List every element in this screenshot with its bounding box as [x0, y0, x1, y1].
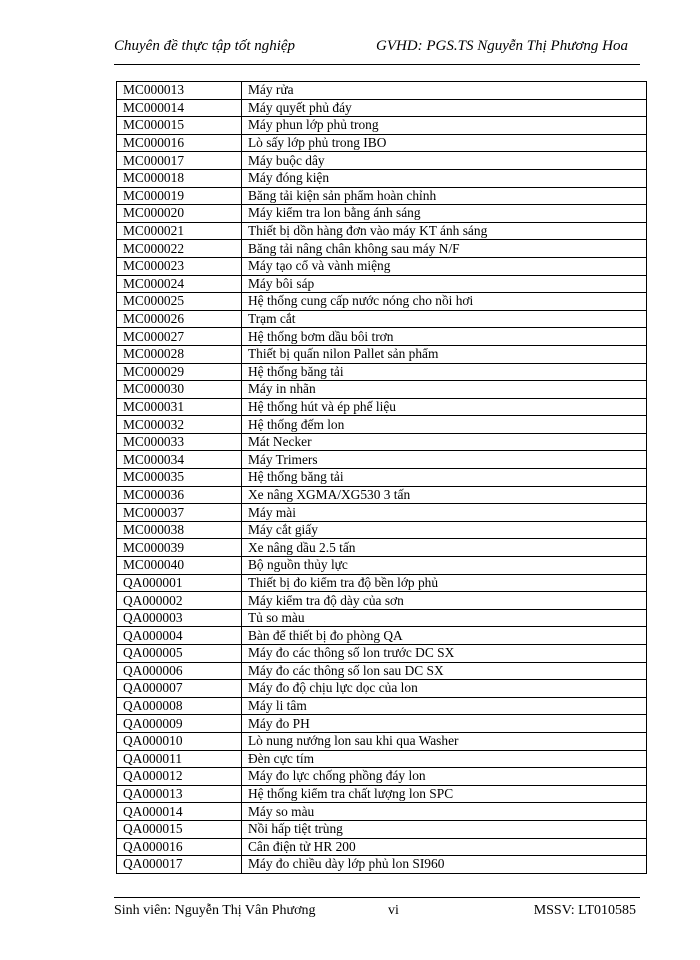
equipment-code: MC000037 — [117, 504, 242, 522]
equipment-code: MC000014 — [117, 99, 242, 117]
equipment-code: MC000022 — [117, 240, 242, 258]
equipment-code: MC000029 — [117, 363, 242, 381]
equipment-code: MC000030 — [117, 381, 242, 399]
table-row — [117, 662, 647, 680]
table-row — [117, 803, 647, 821]
equipment-code: QA000017 — [117, 856, 242, 874]
equipment-name: Máy phun lớp phủ trong — [242, 117, 647, 135]
table-row — [117, 486, 647, 504]
equipment-code: MC000025 — [117, 293, 242, 311]
table-row — [117, 152, 647, 170]
equipment-name: Hệ thống bơm dầu bôi trơn — [242, 328, 647, 346]
equipment-code: MC000028 — [117, 345, 242, 363]
advisor-name: GVHD: PGS.TS Nguyễn Thị Phương Hoa — [375, 38, 628, 54]
equipment-code: QA000016 — [117, 838, 242, 856]
equipment-name: Cân điện tử HR 200 — [242, 838, 647, 856]
table-row — [117, 363, 647, 381]
equipment-code: MC000018 — [117, 169, 242, 187]
equipment-code: MC000032 — [117, 416, 242, 434]
equipment-code: QA000014 — [117, 803, 242, 821]
equipment-name: Máy quyết phủ đáy — [242, 99, 647, 117]
equipment-name: Xe nâng XGMA/XG530 3 tấn — [242, 486, 647, 504]
equipment-name: Bàn để thiết bị đo phòng QA — [242, 627, 647, 645]
equipment-code: QA000002 — [117, 592, 242, 610]
equipment-code: QA000012 — [117, 768, 242, 786]
table-row — [117, 838, 647, 856]
table-row — [117, 257, 647, 275]
table-row — [117, 416, 647, 434]
table-row — [117, 134, 647, 152]
document-title: Chuyên đề thực tập tốt nghiệp — [114, 38, 296, 54]
equipment-name: Hệ thống kiểm tra chất lượng lon SPC — [242, 785, 647, 803]
equipment-name: Máy rửa — [242, 82, 647, 100]
table-row — [117, 205, 647, 223]
table-row — [117, 169, 647, 187]
equipment-name: Máy buộc dây — [242, 152, 647, 170]
table-row — [117, 345, 647, 363]
table-row — [117, 574, 647, 592]
equipment-name: Máy kiểm tra lon bằng ánh sáng — [242, 205, 647, 223]
student-id: MSSV: LT010585 — [533, 903, 636, 918]
equipment-code: MC000019 — [117, 187, 242, 205]
table-row — [117, 310, 647, 328]
table-row — [117, 117, 647, 135]
equipment-code: MC000036 — [117, 486, 242, 504]
table-row — [117, 82, 647, 100]
equipment-name: Máy in nhãn — [242, 381, 647, 399]
equipment-name: Thiết bị dồn hàng đơn vào máy KT ánh sáng — [242, 222, 647, 240]
equipment-name: Bộ nguồn thủy lực — [242, 557, 647, 575]
equipment-name: Lò nung nướng lon sau khi qua Washer — [242, 732, 647, 750]
equipment-name: Máy bôi sáp — [242, 275, 647, 293]
equipment-code: MC000035 — [117, 469, 242, 487]
table-row — [117, 99, 647, 117]
table-row — [117, 328, 647, 346]
page-footer — [114, 903, 640, 923]
equipment-code: MC000020 — [117, 205, 242, 223]
header-divider — [114, 64, 640, 65]
equipment-code: MC000015 — [117, 117, 242, 135]
table-row — [117, 504, 647, 522]
equipment-code: QA000003 — [117, 609, 242, 627]
table-row — [117, 539, 647, 557]
table-row — [117, 521, 647, 539]
equipment-name: Hệ thống cung cấp nước nóng cho nồi hơi — [242, 293, 647, 311]
equipment-code: MC000023 — [117, 257, 242, 275]
equipment-code: MC000031 — [117, 398, 242, 416]
page-number: vi — [388, 903, 399, 918]
equipment-code: QA000008 — [117, 697, 242, 715]
equipment-name: Máy đo các thông số lon trước DC SX — [242, 645, 647, 663]
equipment-code: MC000024 — [117, 275, 242, 293]
equipment-name: Máy Trimers — [242, 451, 647, 469]
equipment-code: QA000013 — [117, 785, 242, 803]
equipment-name: Máy mài — [242, 504, 647, 522]
equipment-name: Hệ thống băng tải — [242, 363, 647, 381]
equipment-name: Máy đo chiều dày lớp phủ lon SI960 — [242, 856, 647, 874]
equipment-name: Lò sấy lớp phủ trong IBO — [242, 134, 647, 152]
equipment-code: MC000033 — [117, 433, 242, 451]
equipment-name: Trạm cắt — [242, 310, 647, 328]
equipment-name: Tủ so màu — [242, 609, 647, 627]
equipment-code: QA000009 — [117, 715, 242, 733]
equipment-name: Máy đo độ chịu lực dọc của lon — [242, 680, 647, 698]
table-row — [117, 785, 647, 803]
equipment-name: Máy đo PH — [242, 715, 647, 733]
equipment-code: MC000040 — [117, 557, 242, 575]
table-row — [117, 750, 647, 768]
equipment-name: Máy cắt giấy — [242, 521, 647, 539]
equipment-name: Máy kiểm tra độ dày của sơn — [242, 592, 647, 610]
equipment-name: Máy tạo cổ và vành miệng — [242, 257, 647, 275]
equipment-code: QA000011 — [117, 750, 242, 768]
equipment-code: MC000016 — [117, 134, 242, 152]
equipment-name: Hệ thống đếm lon — [242, 416, 647, 434]
table-row — [117, 856, 647, 874]
equipment-name: Nồi hấp tiệt trùng — [242, 820, 647, 838]
table-row — [117, 697, 647, 715]
equipment-name: Thiết bị đo kiểm tra độ bền lớp phủ — [242, 574, 647, 592]
equipment-name: Hệ thống hút và ép phế liệu — [242, 398, 647, 416]
equipment-code: QA000006 — [117, 662, 242, 680]
equipment-table-body — [117, 82, 647, 874]
equipment-table — [116, 81, 647, 874]
table-row — [117, 680, 647, 698]
equipment-code: QA000004 — [117, 627, 242, 645]
equipment-code: MC000038 — [117, 521, 242, 539]
table-row — [117, 433, 647, 451]
table-row — [117, 592, 647, 610]
equipment-name: Máy so màu — [242, 803, 647, 821]
table-row — [117, 293, 647, 311]
table-row — [117, 609, 647, 627]
page-header — [114, 38, 634, 60]
equipment-code: QA000001 — [117, 574, 242, 592]
footer-divider — [114, 897, 640, 898]
equipment-code: QA000010 — [117, 732, 242, 750]
table-row — [117, 715, 647, 733]
table-row — [117, 469, 647, 487]
equipment-name: Hệ thống băng tải — [242, 469, 647, 487]
equipment-name: Xe nâng dầu 2.5 tấn — [242, 539, 647, 557]
table-row — [117, 820, 647, 838]
table-row — [117, 451, 647, 469]
table-row — [117, 627, 647, 645]
table-row — [117, 557, 647, 575]
student-name: Sinh viên: Nguyễn Thị Vân Phương — [114, 903, 316, 918]
equipment-name: Đèn cực tím — [242, 750, 647, 768]
equipment-code: MC000034 — [117, 451, 242, 469]
equipment-code: QA000005 — [117, 645, 242, 663]
equipment-name: Mát Necker — [242, 433, 647, 451]
equipment-name: Máy đóng kiện — [242, 169, 647, 187]
equipment-name: Máy đo các thông số lon sau DC SX — [242, 662, 647, 680]
table-row — [117, 240, 647, 258]
equipment-name: Thiết bị quấn nilon Pallet sản phẩm — [242, 345, 647, 363]
equipment-code: MC000027 — [117, 328, 242, 346]
equipment-code: MC000026 — [117, 310, 242, 328]
equipment-code: QA000015 — [117, 820, 242, 838]
table-row — [117, 187, 647, 205]
equipment-name: Băng tải nâng chân không sau máy N/F — [242, 240, 647, 258]
table-row — [117, 222, 647, 240]
equipment-code: MC000017 — [117, 152, 242, 170]
equipment-code: MC000021 — [117, 222, 242, 240]
table-row — [117, 732, 647, 750]
equipment-name: Máy li tâm — [242, 697, 647, 715]
equipment-name: Máy đo lực chống phồng đáy lon — [242, 768, 647, 786]
table-row — [117, 381, 647, 399]
equipment-code: QA000007 — [117, 680, 242, 698]
table-row — [117, 275, 647, 293]
table-row — [117, 768, 647, 786]
table-row — [117, 645, 647, 663]
equipment-code: MC000013 — [117, 82, 242, 100]
table-row — [117, 398, 647, 416]
equipment-code: MC000039 — [117, 539, 242, 557]
equipment-name: Băng tải kiện sản phẩm hoàn chỉnh — [242, 187, 647, 205]
